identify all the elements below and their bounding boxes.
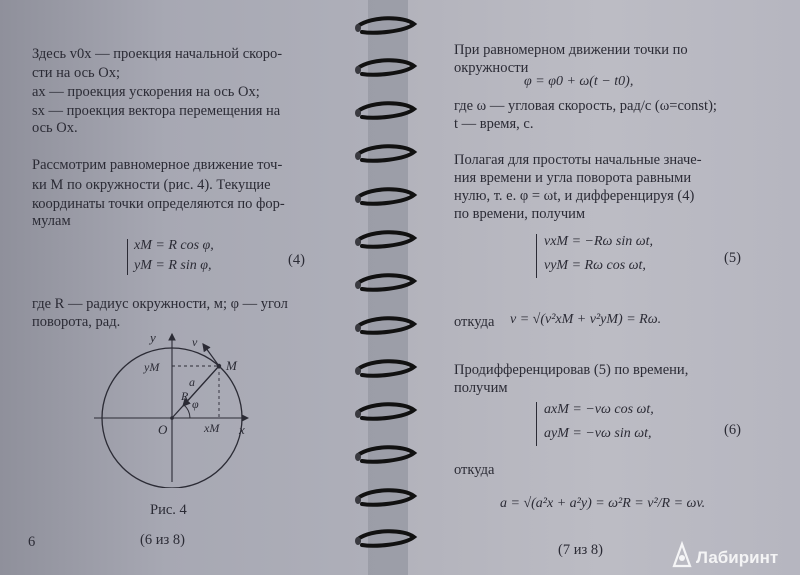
binding-hole <box>355 367 361 375</box>
binding-ring <box>358 189 414 203</box>
point-label: M <box>226 358 237 373</box>
binding-hole <box>355 453 361 461</box>
text-line: откуда <box>454 314 495 330</box>
text-line: ось Ox. <box>32 120 78 136</box>
binding-hole <box>355 238 361 246</box>
page-counter: (6 из 8) <box>140 532 185 548</box>
text-line: ки M по окружности (рис. 4). Текущие <box>32 177 271 193</box>
binding-hole <box>355 152 361 160</box>
binding-ring <box>358 447 414 461</box>
binding-ring <box>358 275 414 289</box>
text-line: окружности <box>454 60 529 76</box>
angle-label: φ <box>192 397 199 411</box>
equation-v: v = √(v²xM + v²yM) = Rω. <box>510 312 662 327</box>
acceleration-label: a <box>189 375 195 389</box>
radius-label: R <box>181 389 189 403</box>
equation-line: vyM = Rω cos ωt, <box>544 258 646 273</box>
binding-hole <box>355 410 361 418</box>
text-line: При равномерном движении точки по <box>454 42 688 58</box>
labirint-logo-icon <box>674 544 690 566</box>
left-page <box>0 0 368 575</box>
text-line: поворота, рад. <box>32 314 121 330</box>
binding-hole <box>355 324 361 332</box>
angle-arc <box>184 405 190 418</box>
right-page <box>408 0 800 575</box>
binding-hole <box>355 195 361 203</box>
text-line: где R — радиус окружности, м; φ — угол <box>32 296 288 312</box>
system-brace <box>536 402 537 446</box>
circle-diagram <box>86 328 266 488</box>
text-line: Рассмотрим равномерное движение точ- <box>32 157 283 173</box>
binding-ring <box>358 318 414 332</box>
equation-number: (4) <box>288 252 305 268</box>
binding-ring <box>358 361 414 375</box>
binding-hole <box>355 496 361 504</box>
text-line: Продифференцировав (5) по времени, <box>454 362 689 378</box>
binding-ring <box>358 103 414 117</box>
labirint-watermark <box>668 538 798 572</box>
equation-line: yM = R sin φ, <box>134 258 212 273</box>
text-line: по времени, получим <box>454 206 586 222</box>
equation-line: xM = R cos φ, <box>134 238 214 253</box>
velocity-vector <box>203 344 219 366</box>
text-line: ния времени и угла поворота равными <box>454 170 692 186</box>
equation-number: (6) <box>724 422 741 438</box>
equation-phi: φ = φ0 + ω(t − t0), <box>524 74 634 89</box>
equation-line: axM = −vω cos ωt, <box>544 402 654 417</box>
figure-caption: Рис. 4 <box>150 502 187 518</box>
equation-a: a = √(a²x + a²y) = ω²R = v²/R = ωv. <box>500 496 706 511</box>
binding-hole <box>355 109 361 117</box>
equation-number: (5) <box>724 250 741 266</box>
point-m <box>217 364 221 368</box>
text-line: откуда <box>454 462 495 478</box>
origin-point <box>170 416 174 420</box>
binding-ring <box>358 404 414 418</box>
origin-label: O <box>158 422 168 437</box>
watermark-text: Лабиринт <box>696 548 779 567</box>
binding-ring <box>358 18 414 32</box>
text-line: сти на ось Ox; <box>32 65 121 81</box>
text-line: t — время, с. <box>454 116 534 132</box>
spiral-binding <box>352 0 422 575</box>
binding-ring <box>358 146 414 160</box>
binding-hole <box>355 24 361 32</box>
y-axis-label: y <box>150 330 156 345</box>
x-axis-label: x <box>239 422 245 437</box>
text-line: ax — проекция ускорения на ось Ox; <box>32 84 260 100</box>
page-counter: (7 из 8) <box>558 542 603 558</box>
system-brace <box>536 234 537 278</box>
equation-line: ayM = −vω sin ωt, <box>544 426 652 441</box>
binding-ring <box>358 232 414 246</box>
binding-ring <box>358 490 414 504</box>
velocity-label: v <box>192 335 198 349</box>
text-line: нулю, т. е. φ = ωt, и дифференцируя (4) <box>454 188 695 204</box>
binding-hole <box>355 281 361 289</box>
binding-hole <box>355 66 361 74</box>
text-line: где ω — угловая скорость, рад/с (ω=const); <box>454 98 717 114</box>
text-line: координаты точки определяются по фор- <box>32 196 285 212</box>
text-line: получим <box>454 380 508 396</box>
binding-ring <box>358 531 414 545</box>
equation-line: vxM = −Rω sin ωt, <box>544 234 654 249</box>
text-line: Здесь v0x — проекция начальной скоро- <box>32 46 283 62</box>
proj-y-label: yM <box>144 360 160 374</box>
system-brace <box>127 239 128 275</box>
binding-hole <box>355 537 361 545</box>
text-line: мулам <box>32 213 71 229</box>
page-number: 6 <box>28 534 36 550</box>
text-line: Полагая для простоты начальные значе- <box>454 152 702 168</box>
binding-ring <box>358 60 414 74</box>
text-line: sx — проекция вектора перемещения на <box>32 103 281 119</box>
proj-x-label: xM <box>204 421 220 435</box>
